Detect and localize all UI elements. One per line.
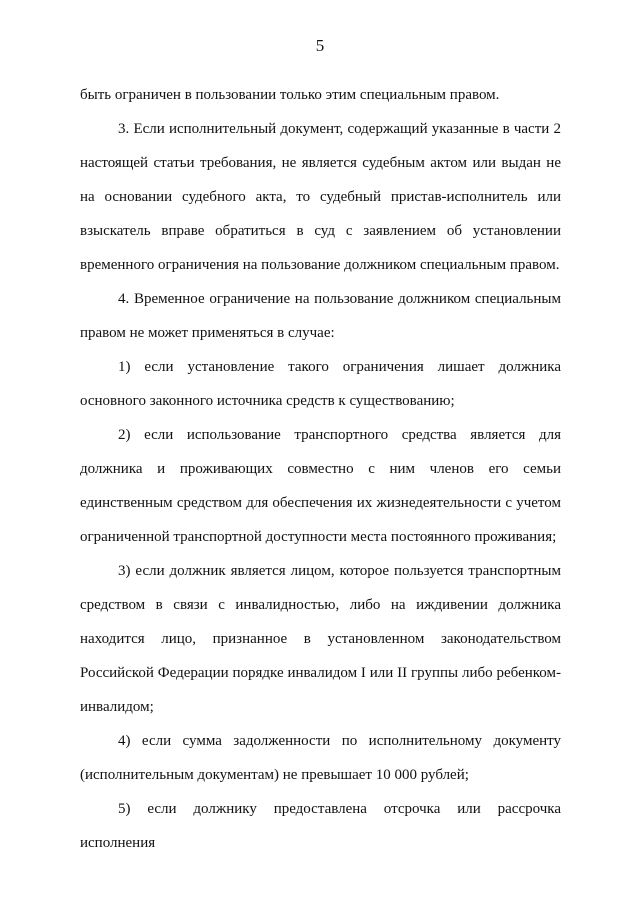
paragraph-continuation: быть ограничен в пользовании только этим специальным правом. xyxy=(80,87,500,103)
page-number: 5 xyxy=(315,36,325,55)
paragraph-item-3: 3. Если исполнительный документ, содержащий указанные в части 2 настоящей статьи требования, не является судебным актом или выдан не на основании судебного акта, то судебный пристав-исполнитель или взыскатель вправе обратиться в суд с заявлением об установлении временного ограничения на пользование должником специальным правом. xyxy=(80,121,561,273)
paragraph-subitem-3: 3) если должник является лицом, которое пользуется транспортным средством в связи с инвалидностью, либо на иждивении должника находится лицо, признанное в установленном законодательством Российской Федерации порядке инвалидом I или II группы либо ребенком-инвалидом; xyxy=(80,563,561,715)
paragraph-subitem-5: 5) если должнику предоставлена отсрочка или рассрочка исполнения xyxy=(80,801,561,851)
document-body xyxy=(80,78,561,860)
paragraph-subitem-4: 4) если сумма задолженности по исполнительному документу (исполнительным документам) не превышает 10 000 рублей; xyxy=(80,733,561,783)
paragraph-item-4: 4. Временное ограничение на пользование должником специальным правом не может применяться в случае: xyxy=(80,291,561,341)
paragraph-subitem-2: 2) если использование транспортного средства является для должника и проживающих совместно с ним членов его семьи единственным средством для обеспечения их жизнедеятельности с учетом ограниченной транспортной доступности места постоянного проживания; xyxy=(80,427,561,545)
paragraph-subitem-1: 1) если установление такого ограничения лишает должника основного законного источника средств к существованию; xyxy=(80,359,561,409)
